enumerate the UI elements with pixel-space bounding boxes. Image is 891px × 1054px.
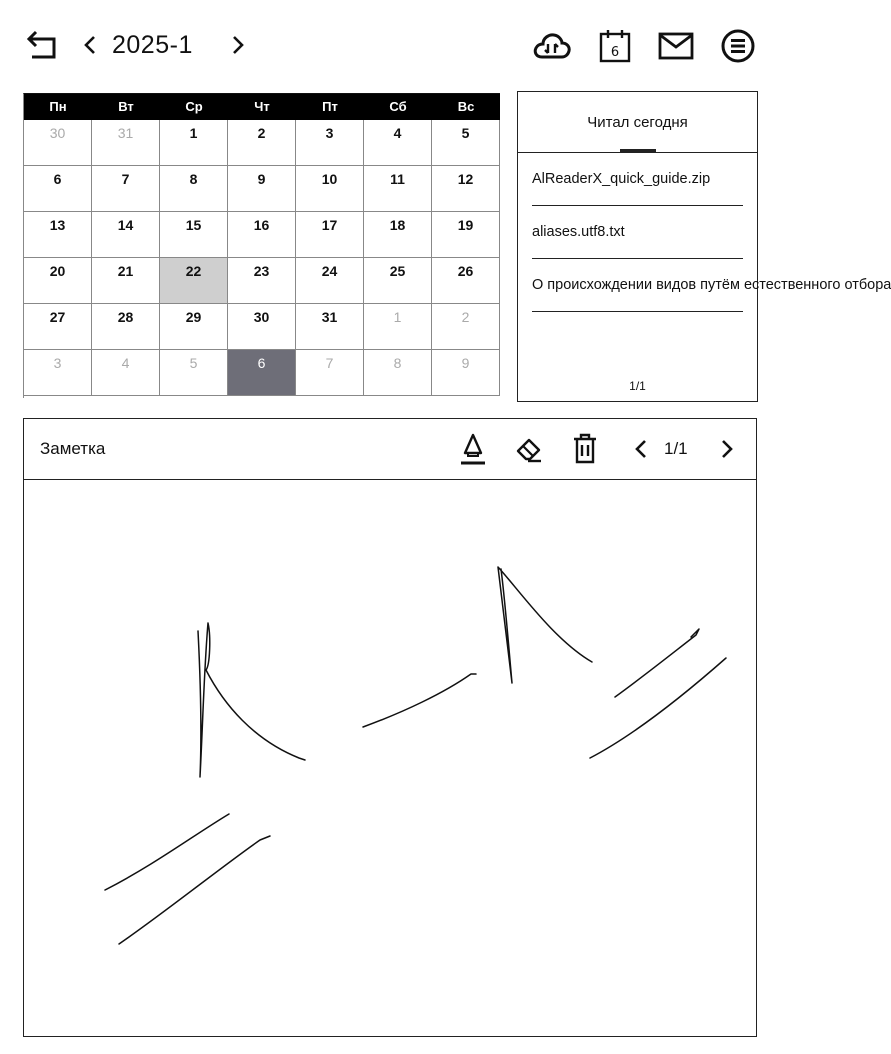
ink-stroke (590, 658, 726, 758)
note-toolbar (24, 419, 756, 480)
weekday-label: Пн (49, 99, 67, 114)
calendar-day[interactable]: 8 (160, 166, 228, 212)
calendar-day[interactable]: 5 (432, 120, 500, 166)
read-today-panel (517, 91, 891, 402)
reading-page-indicator: 1/1 (629, 379, 646, 393)
trash-icon (572, 433, 598, 465)
calendar-day-selected[interactable]: 22 (160, 258, 228, 304)
note-page-indicator: 1/1 (664, 439, 688, 458)
calendar-day[interactable]: 11 (364, 166, 432, 212)
calendar-day[interactable]: 2 (432, 304, 500, 350)
calendar-day[interactable]: 16 (228, 212, 296, 258)
calendar-day[interactable]: 30 (228, 304, 296, 350)
calendar-day[interactable]: 13 (24, 212, 92, 258)
calendar-day[interactable]: 31 (296, 304, 364, 350)
calendar-day[interactable]: 4 (92, 350, 160, 396)
calendar-button[interactable] (596, 26, 634, 66)
cloud-sync-button[interactable] (532, 26, 572, 66)
calendar-grid (24, 120, 500, 396)
calendar-day[interactable]: 10 (296, 166, 364, 212)
calendar-day[interactable]: 28 (92, 304, 160, 350)
calendar-day[interactable]: 20 (24, 258, 92, 304)
calendar-day[interactable]: 3 (296, 120, 364, 166)
weekday-label: Сб (389, 99, 407, 114)
calendar-day[interactable]: 5 (160, 350, 228, 396)
mail-button[interactable] (656, 26, 696, 66)
calendar-day[interactable]: 9 (432, 350, 500, 396)
calendar-day[interactable]: 31 (92, 120, 160, 166)
calendar-day[interactable]: 2 (228, 120, 296, 166)
tab-underline (620, 149, 656, 152)
book-item[interactable]: AlReaderX_quick_guide.zip (532, 153, 743, 206)
calendar-icon (599, 29, 631, 63)
weekday-label: Ср (185, 99, 203, 114)
weekday-label: Вт (118, 99, 134, 114)
read-today-tab[interactable] (518, 92, 757, 153)
mail-icon (658, 32, 694, 60)
calendar-day[interactable]: 3 (24, 350, 92, 396)
pen-button[interactable] (456, 431, 490, 467)
note-title: Заметка (40, 439, 106, 458)
chevron-left-icon (634, 438, 648, 460)
next-month-button[interactable] (226, 30, 250, 60)
drawing-canvas[interactable] (24, 480, 756, 1036)
calendar-day-today[interactable]: 6 (228, 350, 296, 396)
ink-stroke (105, 814, 229, 890)
calendar-day[interactable]: 29 (160, 304, 228, 350)
pen-icon (458, 432, 488, 466)
read-today-title: Читал сегодня (587, 114, 688, 131)
book-item[interactable]: aliases.utf8.txt (532, 206, 743, 259)
month-title[interactable]: 2025-1 (112, 31, 193, 59)
top-bar (0, 0, 780, 90)
calendar-day[interactable]: 12 (432, 166, 500, 212)
calendar-day[interactable]: 25 (364, 258, 432, 304)
calendar-day[interactable]: 27 (24, 304, 92, 350)
calendar-day[interactable]: 15 (160, 212, 228, 258)
calendar-day[interactable]: 1 (160, 120, 228, 166)
calendar-day[interactable]: 7 (92, 166, 160, 212)
note-prev-page-button[interactable] (630, 434, 652, 464)
ink-stroke (615, 629, 699, 697)
calendar-day[interactable]: 24 (296, 258, 364, 304)
calendar-day[interactable]: 18 (364, 212, 432, 258)
calendar-day[interactable]: 30 (24, 120, 92, 166)
delete-button[interactable] (570, 431, 600, 467)
weekday-label: Пт (322, 99, 338, 114)
calendar-day[interactable]: 8 (364, 350, 432, 396)
eraser-icon (514, 434, 544, 464)
calendar-day[interactable]: 19 (432, 212, 500, 258)
note-next-page-button[interactable] (716, 434, 738, 464)
weekday-label: Вс (457, 99, 475, 114)
note-panel (23, 418, 757, 1037)
calendar-day[interactable]: 26 (432, 258, 500, 304)
ink-stroke (198, 623, 305, 777)
weekday-header (24, 94, 500, 120)
calendar-day[interactable]: 21 (92, 258, 160, 304)
eraser-button[interactable] (512, 431, 546, 467)
cloud-sync-icon (533, 31, 571, 61)
ink-stroke (498, 567, 592, 683)
chevron-right-icon (720, 438, 734, 460)
chevron-left-icon (83, 34, 97, 56)
back-button[interactable] (24, 28, 62, 62)
calendar-day[interactable]: 7 (296, 350, 364, 396)
ink-stroke (363, 674, 476, 727)
prev-month-button[interactable] (78, 30, 102, 60)
calendar-day[interactable]: 17 (296, 212, 364, 258)
ink-stroke (119, 836, 270, 944)
calendar-day[interactable]: 9 (228, 166, 296, 212)
book-item[interactable]: О происхождении видов путём естественного отбора (532, 259, 743, 312)
calendar-day[interactable]: 4 (364, 120, 432, 166)
calendar-icon-day: 6 (610, 45, 620, 60)
back-arrow-icon (26, 30, 60, 60)
menu-button[interactable] (718, 26, 758, 66)
calendar-day[interactable]: 14 (92, 212, 160, 258)
calendar-day[interactable]: 23 (228, 258, 296, 304)
menu-icon (720, 28, 756, 64)
calendar-day[interactable]: 6 (24, 166, 92, 212)
weekday-label: Чт (254, 99, 270, 114)
chevron-right-icon (231, 34, 245, 56)
calendar (23, 93, 500, 398)
calendar-day[interactable]: 1 (364, 304, 432, 350)
